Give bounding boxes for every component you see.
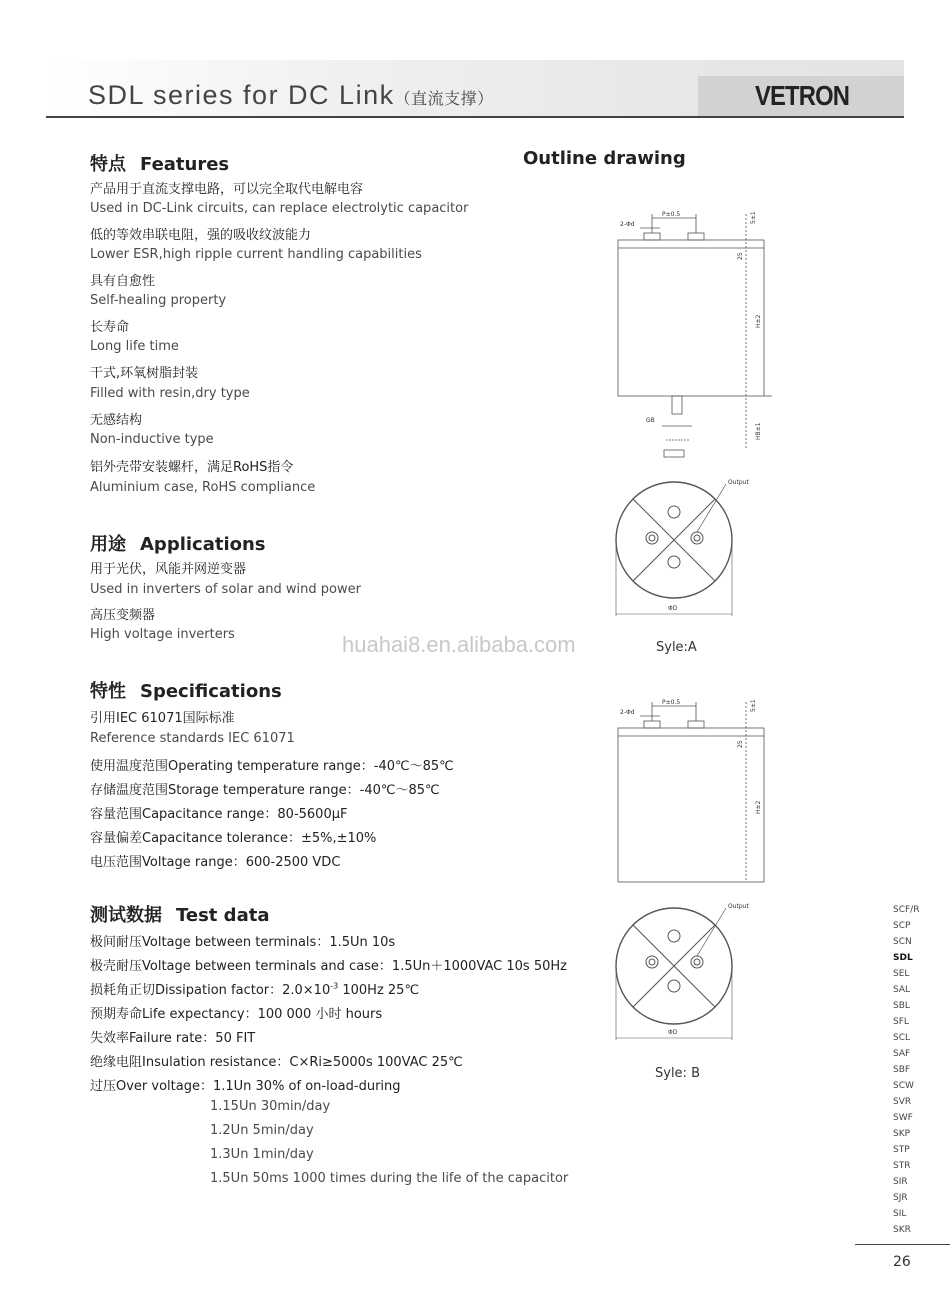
series-nav-item[interactable]: SVR: [893, 1097, 912, 1107]
feature-cn-1: 产品用于直流支撑电路，可以完全取代电解电容: [90, 182, 364, 197]
specifications-heading-en: Specifications: [140, 681, 282, 702]
page-title: [88, 80, 494, 111]
terminal-left-top-b: [646, 956, 658, 968]
dim-diameter-b: ΦD: [668, 1029, 678, 1036]
features-heading: [90, 150, 229, 176]
spec-line-1: 引用IEC 61071国际标准: [90, 711, 235, 726]
dim-terminal-dia-a: 2-Φd: [620, 221, 635, 228]
series-nav-item[interactable]: SBF: [893, 1065, 911, 1075]
series-nav-item[interactable]: SAL: [893, 985, 911, 995]
applications-heading-cn: 用途: [90, 534, 126, 555]
application-en-1: Used in inverters of solar and wind power: [90, 582, 361, 597]
dim-height-a: H±2: [755, 314, 762, 328]
series-nav-item[interactable]: SKR: [893, 1225, 911, 1235]
series-nav-item[interactable]: STR: [893, 1161, 911, 1171]
spec-line-7: 电压范围Voltage range：600-2500 VDC: [90, 855, 341, 870]
terminal-right-center-b: [694, 959, 700, 965]
outline-drawing-heading: Outline drawing: [523, 148, 686, 169]
test-line-3: [90, 979, 419, 998]
test-line-2: 极壳耐压Voltage between terminals and case：1.5Un＋1000VAC 10s 50Hz: [90, 959, 567, 974]
style-a-label: Syle:A: [656, 640, 697, 655]
test-line-6: 绝缘电阻Insulation resistance：C×Ri≥5000s 100VAC 25℃: [90, 1055, 463, 1070]
application-en-2: High voltage inverters: [90, 627, 235, 642]
hole-top-a: [668, 506, 680, 518]
dim-top-band-b: 25: [737, 740, 744, 748]
overvoltage-line-3: 1.3Un 1min/day: [210, 1147, 314, 1162]
spec-line-5: 容量范围Capacitance range：80-5600μF: [90, 807, 348, 822]
page-rule: [855, 1244, 950, 1245]
feature-cn-4: 长寿命: [90, 320, 130, 335]
dim-pitch-b: P±0.5: [662, 699, 681, 706]
series-nav-item[interactable]: SCW: [893, 1081, 914, 1091]
feature-cn-5: 干式,环氧树脂封装: [90, 366, 199, 381]
hole-bottom-a: [668, 556, 680, 568]
test-line-5: 失效率Failure rate：50 FIT: [90, 1031, 256, 1046]
spec-line-4: 存储温度范围Storage temperature range：-40℃～85℃: [90, 783, 440, 798]
feature-en-7: Aluminium case, RoHS compliance: [90, 480, 316, 495]
series-nav-item[interactable]: SIL: [893, 1209, 907, 1219]
series-nav-item[interactable]: SEL: [893, 969, 910, 979]
hole-bottom-b: [668, 980, 680, 992]
terminal-right-b: [688, 721, 704, 728]
can-body-b: [618, 728, 764, 882]
output-label-a: Output: [728, 479, 749, 486]
test-line-1: 极间耐压Voltage between terminals：1.5Un 10s: [90, 935, 396, 950]
series-nav-item[interactable]: SCF/R: [893, 905, 920, 915]
features-heading-en: Features: [140, 154, 230, 175]
overvoltage-line-2: 1.2Un 5min/day: [210, 1123, 314, 1138]
bolt-nut-a: [664, 450, 684, 457]
top-view-b-diagram: [610, 898, 780, 1048]
spec-line-6: 容量偏差Capacitance tolerance：±5%,±10%: [90, 831, 377, 846]
series-nav-item[interactable]: SFL: [893, 1017, 909, 1027]
dim-terminal-dia-b: 2-Φd: [620, 709, 635, 716]
dim-terminal-height-a: 5±1: [750, 211, 757, 224]
feature-cn-2: 低的等效串联电阻，强的吸收纹波能力: [90, 228, 312, 243]
test-data-heading-en: Test data: [176, 905, 270, 926]
application-cn-2: 高压变频器: [90, 608, 156, 623]
title-cn: （直流支撑）: [394, 91, 494, 108]
spec-line-2: Reference standards IEC 61071: [90, 731, 295, 746]
output-label-b: Output: [728, 903, 749, 910]
series-nav-item[interactable]: SCN: [893, 937, 912, 947]
hole-top-b: [668, 930, 680, 942]
feature-en-2: Lower ESR,high ripple current handling capabilities: [90, 247, 422, 262]
dim-diameter-a: ΦD: [668, 605, 678, 612]
applications-heading-en: Applications: [140, 534, 266, 555]
title-en: SDL series for DC Link: [88, 80, 395, 110]
series-nav-item[interactable]: SCP: [893, 921, 911, 931]
series-nav-item[interactable]: SCL: [893, 1033, 911, 1043]
feature-en-1: Used in DC-Link circuits, can replace electrolytic capacitor: [90, 201, 469, 216]
top-view-a-diagram: [610, 474, 780, 624]
dim-pitch-a: P±0.5: [662, 211, 681, 218]
terminal-right-center-a: [694, 535, 700, 541]
side-view-a-diagram: [600, 200, 780, 470]
series-nav-item[interactable]: SWF: [893, 1113, 913, 1123]
terminal-left-center-a: [649, 535, 655, 541]
series-nav-item[interactable]: SAF: [893, 1049, 911, 1059]
dissipation-factor-text: 损耗角正切Dissipation factor：2.0×10: [90, 983, 331, 998]
overvoltage-line-4: 1.5Un 50ms 1000 times during the life of the capacitor: [210, 1171, 569, 1186]
series-nav-item[interactable]: STP: [893, 1145, 910, 1155]
terminal-right-top-b: [691, 956, 703, 968]
side-view-b-diagram: [600, 690, 780, 890]
style-b-label: Syle: B: [655, 1066, 700, 1081]
dissipation-factor-suffix: 100Hz 25℃: [338, 983, 420, 998]
terminal-left-top-a: [646, 532, 658, 544]
terminal-left-center-b: [649, 959, 655, 965]
header-rule: [46, 116, 904, 118]
feature-en-5: Filled with resin,dry type: [90, 386, 250, 401]
feature-en-6: Non-inductive type: [90, 432, 214, 447]
series-nav: [893, 902, 919, 1238]
mounting-bolt-a: [672, 396, 682, 414]
watermark: huahai8.en.alibaba.com: [342, 632, 576, 657]
feature-cn-3: 具有自愈性: [90, 274, 156, 289]
series-nav-item[interactable]: SBL: [893, 1001, 910, 1011]
test-line-7: 过压Over voltage：1.1Un 30% of on-load-during: [90, 1079, 401, 1094]
dim-height-b: H±2: [755, 800, 762, 814]
dim-top-band-a: 25: [737, 252, 744, 260]
test-line-4: 预期寿命Life expectancy：100 000 小时 hours: [90, 1007, 383, 1022]
overvoltage-line-1: 1.15Un 30min/day: [210, 1099, 331, 1114]
dissipation-factor-exponent: -3: [330, 981, 339, 991]
dim-bolt-height-a: HB±1: [755, 422, 762, 440]
can-body-a: [618, 240, 764, 396]
page-number: 26: [893, 1254, 911, 1270]
dim-bolt-a: GB: [646, 417, 655, 424]
brand-logo: VETRON: [755, 80, 850, 111]
spec-line-3: 使用温度范围Operating temperature range：-40℃～85℃: [90, 759, 454, 774]
series-nav-item-active[interactable]: SDL: [893, 953, 913, 963]
terminal-left-b: [644, 721, 660, 728]
features-heading-cn: 特点: [90, 154, 126, 175]
feature-cn-6: 无感结构: [90, 413, 143, 428]
series-nav-item[interactable]: SIR: [893, 1177, 908, 1187]
series-nav-item[interactable]: SKP: [893, 1129, 911, 1139]
terminal-left-a: [644, 233, 660, 240]
dim-terminal-height-b: 5±1: [750, 699, 757, 712]
feature-en-3: Self-healing property: [90, 293, 227, 308]
test-data-heading: [90, 901, 269, 927]
terminal-right-top-a: [691, 532, 703, 544]
applications-heading: [90, 530, 266, 556]
test-data-heading-cn: 测试数据: [90, 905, 162, 926]
feature-cn-7: 铝外壳带安装螺杆，满足RoHS指令: [90, 460, 294, 475]
terminal-right-a: [688, 233, 704, 240]
specifications-heading-cn: 特性: [90, 681, 126, 702]
specifications-heading: [90, 677, 282, 703]
application-cn-1: 用于光伏，风能并网逆变器: [90, 562, 247, 577]
feature-en-4: Long life time: [90, 339, 179, 354]
series-nav-item[interactable]: SJR: [893, 1193, 908, 1203]
